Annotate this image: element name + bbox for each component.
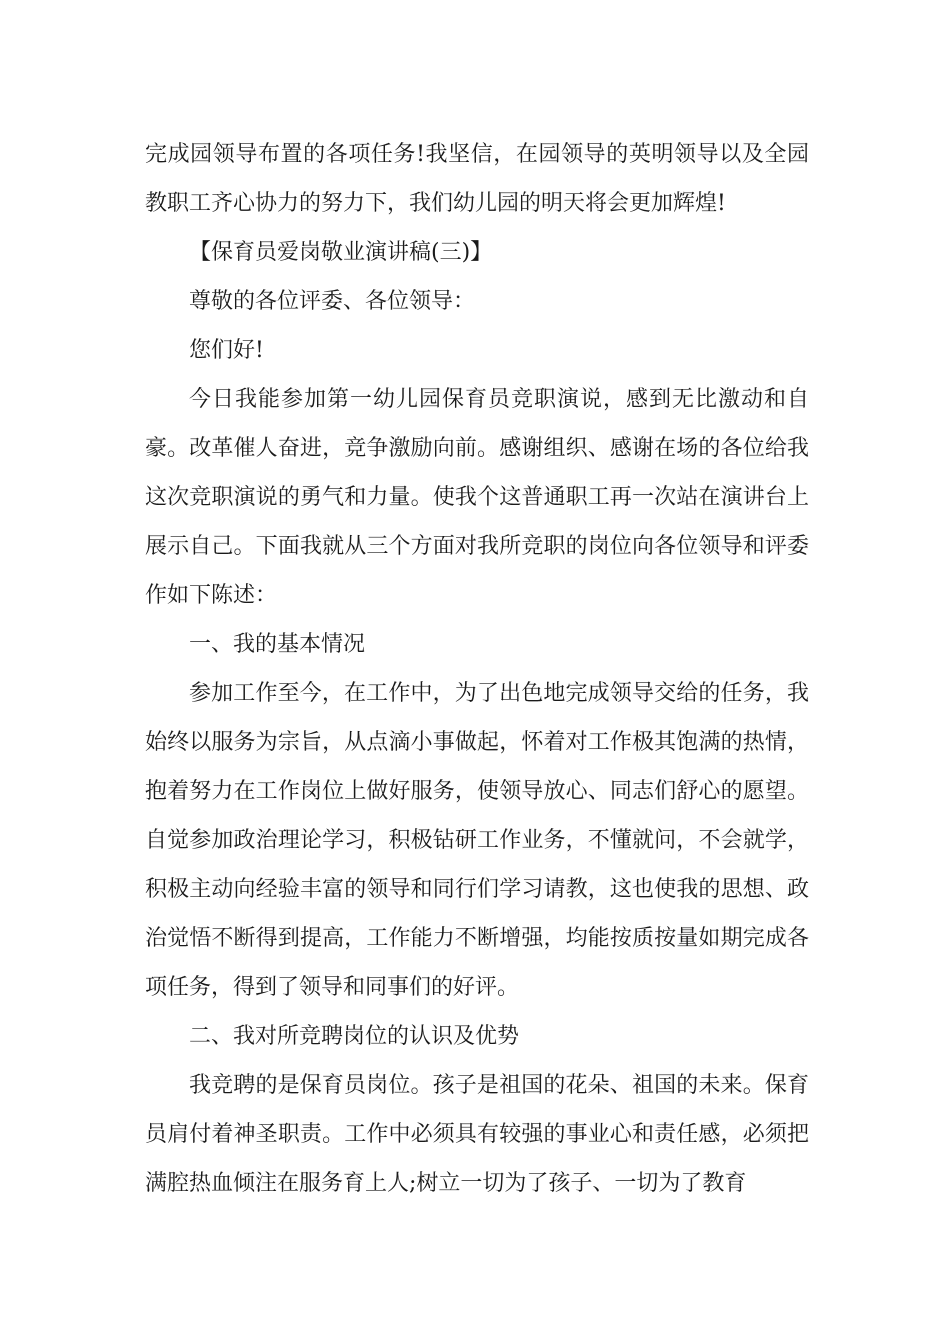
paragraph-basic-info: 参加工作至今，在工作中，为了出色地完成领导交给的任务，我始终以服务为宗旨，从点滴小事做起，怀着对工作极其饱满的热情，抱着努力在工作岗位上做好服务，使领导放心、同志们舒心的愿望。自觉参加政治理论学习，积极钻研工作业务，不懂就问，不会就学，积极主动向经验丰富的领导和同行们学习请教，这也使我的思想、政治觉悟不断得到提高，工作能力不断增强，均能按质按量如期完成各项任务，得到了领导和同事们的好评。 — [145, 681, 809, 1000]
document-body — [145, 130, 809, 1208]
paragraph-1: 完成园领导布置的各项任务!我坚信，在园领导的英明领导以及全园教职工齐心协力的努力下，我们幼儿园的明天将会更加辉煌! — [145, 142, 809, 216]
greeting: 您们好! — [189, 338, 264, 363]
subheading-position: 二、我对所竞聘岗位的认识及优势 — [189, 1024, 520, 1049]
section-heading-3: 【保育员爱岗敬业演讲稿(三)】 — [189, 240, 493, 265]
paragraph-intro: 今日我能参加第一幼儿园保育员竞职演说，感到无比激动和自豪。改革催人奋进，竞争激励向前。感谢组织、感谢在场的各位给我这次竞职演说的勇气和力量。使我个这普通职工再一次站在演讲台上展示自己。下面我就从三个方面对我所竞职的岗位向各位领导和评委作如下陈述： — [145, 387, 809, 608]
subheading-basic-info: 一、我的基本情况 — [189, 632, 366, 657]
salutation: 尊敬的各位评委、各位领导： — [189, 289, 476, 314]
paragraph-position: 我竞聘的是保育员岗位。孩子是祖国的花朵、祖国的未来。保育员肩付着神圣职责。工作中必须具有较强的事业心和责任感，必须把满腔热血倾注在服务育上人;树立一切为了孩子、一切为了教育 — [145, 1073, 809, 1196]
